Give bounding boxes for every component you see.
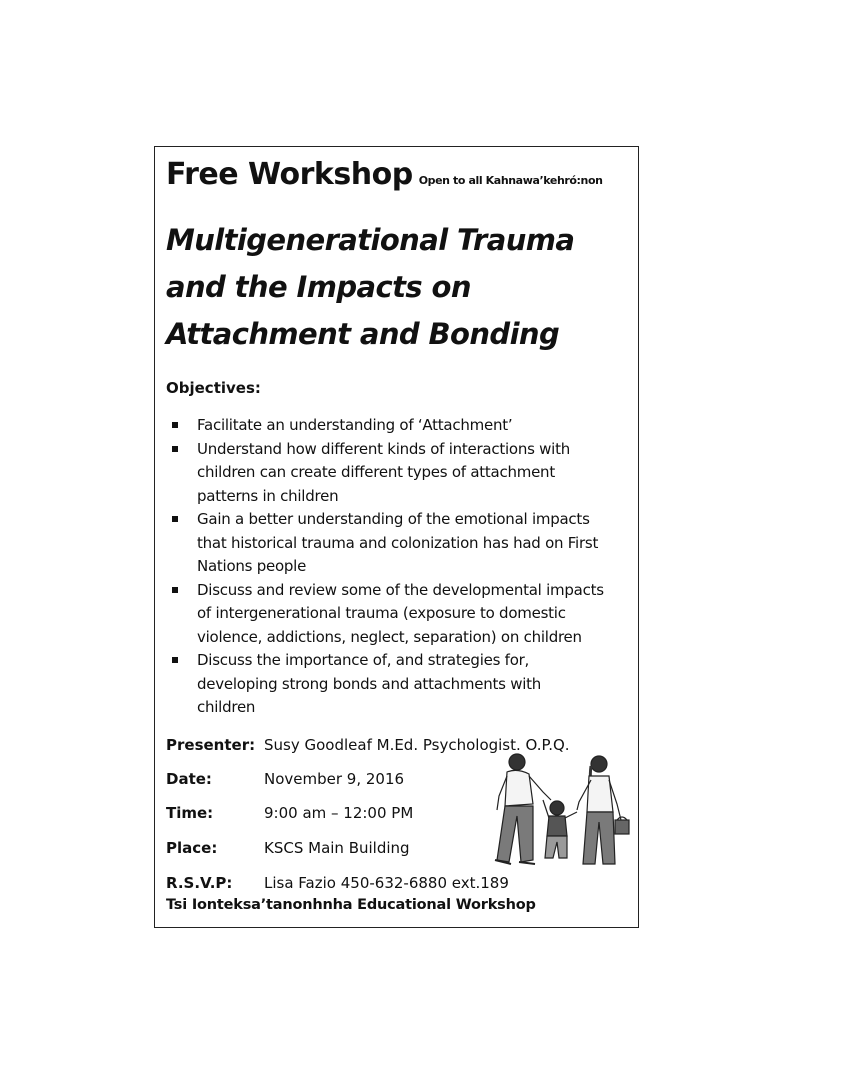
place-label: Place:: [166, 839, 218, 857]
title-line: and the Impacts on: [166, 270, 471, 304]
mother-figure: [577, 756, 629, 864]
square-bullet-icon: [172, 446, 178, 452]
place-row: [166, 839, 410, 857]
workshop-flyer: [154, 146, 639, 928]
objective-line: that historical trauma and colonization has had on First: [197, 533, 599, 552]
objective-line: of intergenerational trauma (exposure to domestic: [197, 604, 566, 622]
open-to-note: Open to all Kahnawa’kehró:non: [418, 174, 603, 187]
square-bullet-icon: [172, 657, 178, 663]
objective-item: [166, 579, 636, 650]
objective-line: Discuss and review some of the developmental impacts: [197, 580, 604, 599]
objectives-heading: Objectives:: [166, 379, 261, 397]
date-label: Date:: [166, 770, 212, 788]
footer-line: Tsi Ionteksa’tanonhnha Educational Workshop: [166, 897, 536, 913]
family-holding-hands-icon: [485, 752, 635, 872]
square-bullet-icon: [172, 422, 178, 428]
child-figure: [543, 800, 577, 858]
objective-line: children can create different types of attachment: [197, 463, 555, 481]
objective-line: Discuss the importance of, and strategies for,: [197, 651, 530, 669]
time-row: [166, 804, 413, 822]
presenter-label: Presenter:: [166, 736, 256, 754]
title-line: Multigenerational Trauma: [166, 223, 575, 257]
workshop-title: [166, 217, 626, 358]
objective-item: [166, 508, 636, 579]
father-figure: [495, 754, 551, 864]
rsvp-value: Lisa Fazio 450-632-6880 ext.189: [264, 874, 509, 892]
objective-line: Nations people: [197, 557, 307, 575]
free-workshop-heading: Free Workshop: [166, 157, 413, 192]
objective-line: patterns in children: [197, 486, 339, 505]
presenter-value: Susy Goodleaf M.Ed. Psychologist. O.P.Q.: [264, 736, 570, 754]
rsvp-row: [166, 874, 509, 892]
header-line: [166, 157, 603, 192]
objective-item: [166, 649, 636, 720]
objective-line: Facilitate an understanding of ‘Attachment’: [197, 416, 513, 434]
objective-line: children: [197, 698, 256, 716]
objective-item: [166, 438, 636, 509]
rsvp-label: R.S.V.P:: [166, 874, 233, 892]
place-value: KSCS Main Building: [264, 839, 410, 857]
objectives-list: [166, 414, 636, 720]
title-line: Attachment and Bonding: [166, 317, 560, 351]
time-label: Time:: [166, 804, 214, 822]
objective-line: violence, addictions, neglect, separation) on children: [197, 627, 582, 646]
date-value: November 9, 2016: [264, 770, 405, 788]
objective-item: [166, 414, 636, 438]
square-bullet-icon: [172, 516, 178, 522]
time-value: 9:00 am – 12:00 PM: [264, 804, 414, 822]
square-bullet-icon: [172, 587, 178, 593]
objective-line: developing strong bonds and attachments with: [197, 674, 542, 693]
date-row: [166, 770, 404, 788]
objective-line: Understand how different kinds of interactions with: [197, 439, 570, 458]
objective-line: Gain a better understanding of the emotional impacts: [197, 510, 590, 528]
